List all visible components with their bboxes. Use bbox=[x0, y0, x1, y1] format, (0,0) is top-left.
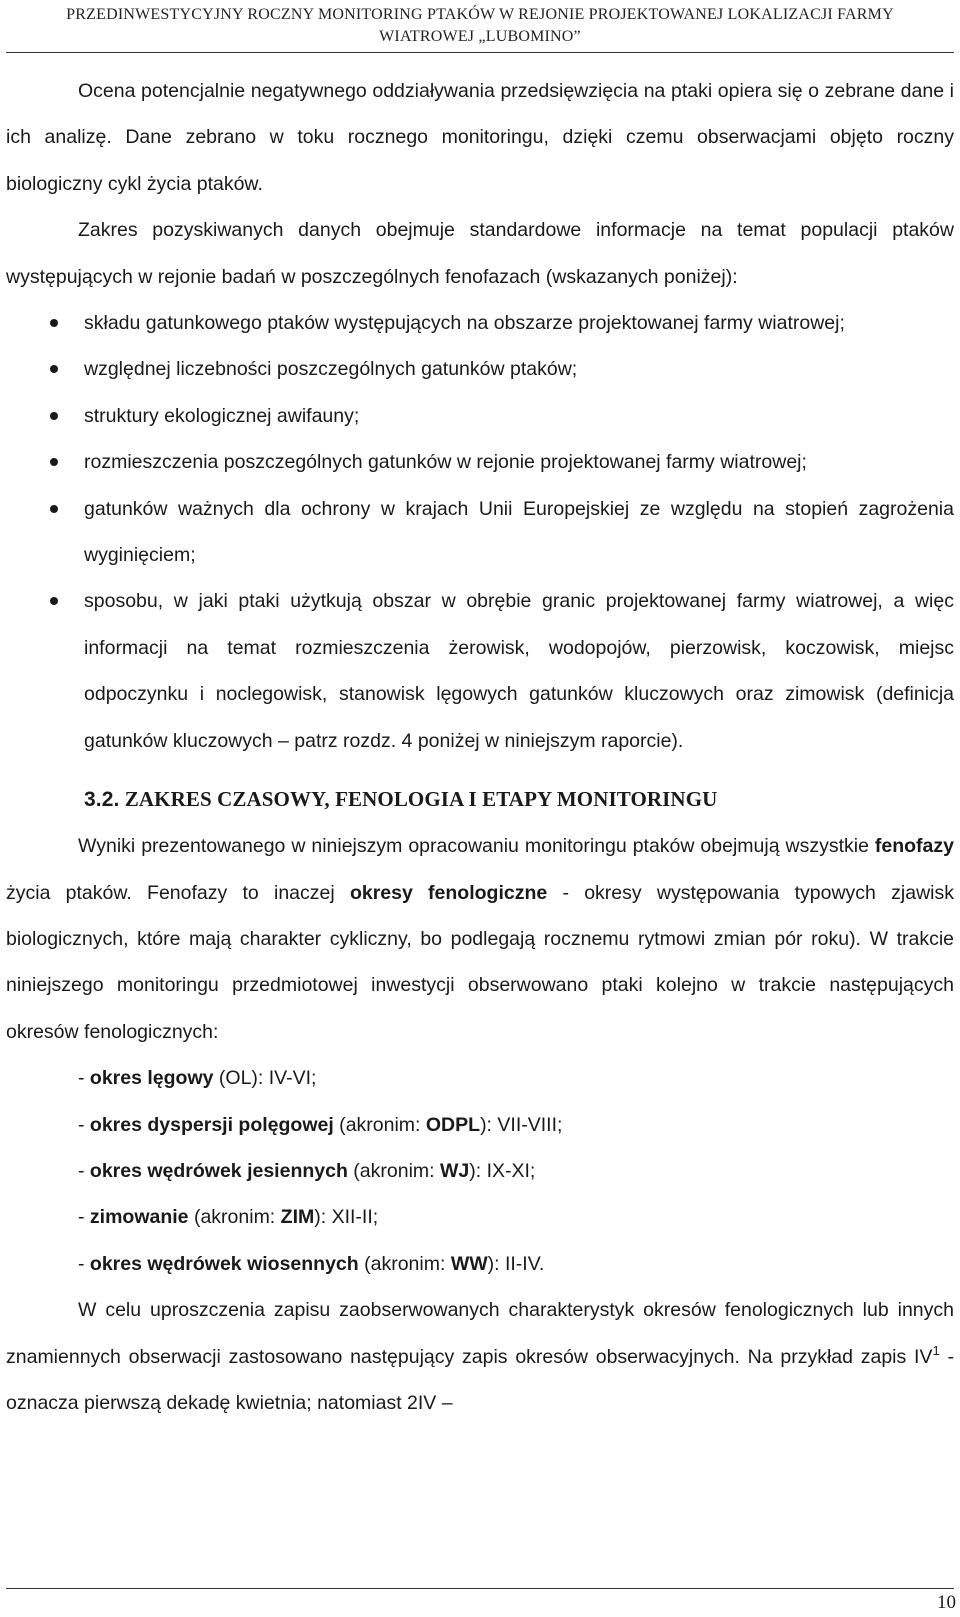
period-item: - okres wędrówek wiosennych (akronim: WW): II-IV. bbox=[78, 1252, 545, 1275]
fenofazy-term: fenofazy bbox=[874, 835, 954, 858]
section-heading bbox=[6, 776, 954, 823]
period-range: IV-VI; bbox=[268, 1067, 317, 1090]
bullet-text: sposobu, w jaki ptaki użytkują obszar w obrębie granic projektowanej farmy wiatrowej, a więc informacji na temat rozmieszczenia żerowisk, wodopojów, pierzowisk, koczowisk, miejsc odpoczynku i noclegowisk, stanowisk lęgowych gatunków kluczowych oraz zimowisk (definicja gatunków kluczowych – patrz rozdz. 4 poniżej w niniejszym raporcie). bbox=[84, 590, 954, 752]
period-acronym: ZIM bbox=[280, 1206, 315, 1229]
bullet-item bbox=[6, 578, 954, 764]
header-divider bbox=[6, 52, 954, 53]
period-item: - okres lęgowy (OL): IV-VI; bbox=[78, 1067, 317, 1090]
period-acronym-label: akronim: bbox=[370, 1252, 451, 1275]
superscript-decade: 1 bbox=[932, 1342, 940, 1358]
period-item: - okres dyspersji polęgowej (akronim: ODPL): VII-VIII; bbox=[78, 1113, 563, 1136]
bullet-dot-icon bbox=[50, 319, 58, 327]
bullet-dot-icon bbox=[50, 365, 58, 373]
periods-list bbox=[6, 1055, 954, 1287]
period-acronym-label: akronim: bbox=[345, 1113, 426, 1136]
period-item: - okres wędrówek jesiennych (akronim: WJ): IX-XI; bbox=[78, 1159, 536, 1182]
period-acronym-label: akronim: bbox=[200, 1206, 281, 1229]
period-item: - zimowanie (akronim: ZIM): XII-II; bbox=[78, 1206, 379, 1229]
period-acronym: WW bbox=[450, 1252, 488, 1275]
scope-bullet-list bbox=[6, 300, 954, 764]
closing-tail: - oznacza pierwszą dekadę kwietnia; natomiast 2IV – bbox=[6, 1345, 954, 1414]
section-title: ZAKRES CZASOWY, FENOLOGIA I ETAPY MONITORINGU bbox=[124, 787, 718, 812]
bullet-text: względnej liczebności poszczególnych gatunków ptaków; bbox=[84, 358, 578, 381]
closing-text: W celu uproszczenia zapisu zaobserwowanych charakterystyk okresów fenologicznych lub innych znamiennych obserwacji zastosowano następujący zapis okresów obserwacyjnych. Na przykład zapis IV bbox=[6, 1299, 954, 1368]
period-range: XII-II; bbox=[331, 1206, 379, 1229]
bullet-item bbox=[6, 439, 954, 485]
period-range: IX-XI; bbox=[486, 1159, 536, 1182]
page-body bbox=[6, 68, 954, 1426]
bullet-text: składu gatunkowego ptaków występujących na obszarze projektowanej farmy wiatrowej; bbox=[84, 312, 845, 335]
period-acronym: OL bbox=[225, 1067, 252, 1090]
period-name: okres wędrówek jesiennych bbox=[89, 1159, 348, 1182]
fenology-text-1: Wyniki prezentowanego w niniejszym opracowaniu monitoringu ptaków obejmują wszystkie bbox=[78, 835, 875, 858]
page-header bbox=[0, 4, 960, 48]
footer-divider bbox=[6, 1588, 954, 1589]
bullet-text: struktury ekologicznej awifauny; bbox=[84, 404, 360, 427]
bullet-item bbox=[6, 300, 954, 346]
bullet-item bbox=[6, 346, 954, 392]
intro-paragraph-1: Ocena potencjalnie negatywnego oddziaływania przedsięwzięcia na ptaki opiera się o zebrane dane i ich analizę. Dane zebrano w toku rocznego monitoringu, dzięki czemu obserwacjami objęto roczny biologiczny cykl życia ptaków. bbox=[6, 80, 954, 195]
period-acronym: WJ bbox=[440, 1159, 470, 1182]
period-name: zimowanie bbox=[89, 1206, 189, 1229]
period-name: okres wędrówek wiosennych bbox=[89, 1252, 359, 1275]
bullet-dot-icon bbox=[50, 505, 58, 513]
period-range: VII-VIII; bbox=[497, 1113, 563, 1136]
header-title-line-1: PRZEDINWESTYCYJNY ROCZNY MONITORING PTAKÓW W REJONIE PROJEKTOWANEJ LOKALIZACJI FARMY bbox=[66, 6, 894, 23]
bullet-text: gatunków ważnych dla ochrony w krajach Unii Europejskiej ze względu na stopień zagrożenia wyginięciem; bbox=[84, 497, 954, 567]
page-number: 10 bbox=[937, 1592, 956, 1613]
period-name: okres dyspersji polęgowej bbox=[89, 1113, 334, 1136]
period-acronym-label: akronim: bbox=[359, 1159, 440, 1182]
okresy-fenologiczne-term: okresy fenologiczne bbox=[349, 881, 548, 904]
fenology-text-2: życia ptaków. Fenofazy to inaczej bbox=[6, 881, 350, 904]
bullet-dot-icon bbox=[50, 458, 58, 466]
bullet-dot-icon bbox=[50, 412, 58, 420]
fenology-text-3: - okresy występowania typowych zjawisk biologicznych, które mają charakter cykliczny, bo podlegają rocznemu rytmowi zmian pór roku). W trakcie niniejszego monitoringu przedmiotowej inwestycji obserwowano ptaki kolejno w trakcie następujących okresów fenologicznych: bbox=[6, 881, 954, 1043]
period-range: II-IV. bbox=[504, 1252, 545, 1275]
header-title-line-2: WIATROWEJ „LUBOMINO” bbox=[379, 28, 581, 45]
period-name: okres lęgowy bbox=[89, 1067, 214, 1090]
closing-paragraph bbox=[6, 1287, 954, 1426]
fenology-paragraph bbox=[6, 823, 954, 1055]
section-number: 3.2. bbox=[84, 788, 120, 812]
period-acronym: ODPL bbox=[425, 1113, 481, 1136]
bullet-item bbox=[6, 393, 954, 439]
intro-paragraph-2: Zakres pozyskiwanych danych obejmuje standardowe informacje na temat populacji ptaków występujących w rejonie badań w poszczególnych fenofazach (wskazanych poniżej): bbox=[6, 219, 954, 288]
bullet-dot-icon bbox=[50, 597, 58, 605]
bullet-text: rozmieszczenia poszczególnych gatunków w rejonie projektowanej farmy wiatrowej; bbox=[84, 451, 807, 474]
bullet-item bbox=[6, 486, 954, 579]
